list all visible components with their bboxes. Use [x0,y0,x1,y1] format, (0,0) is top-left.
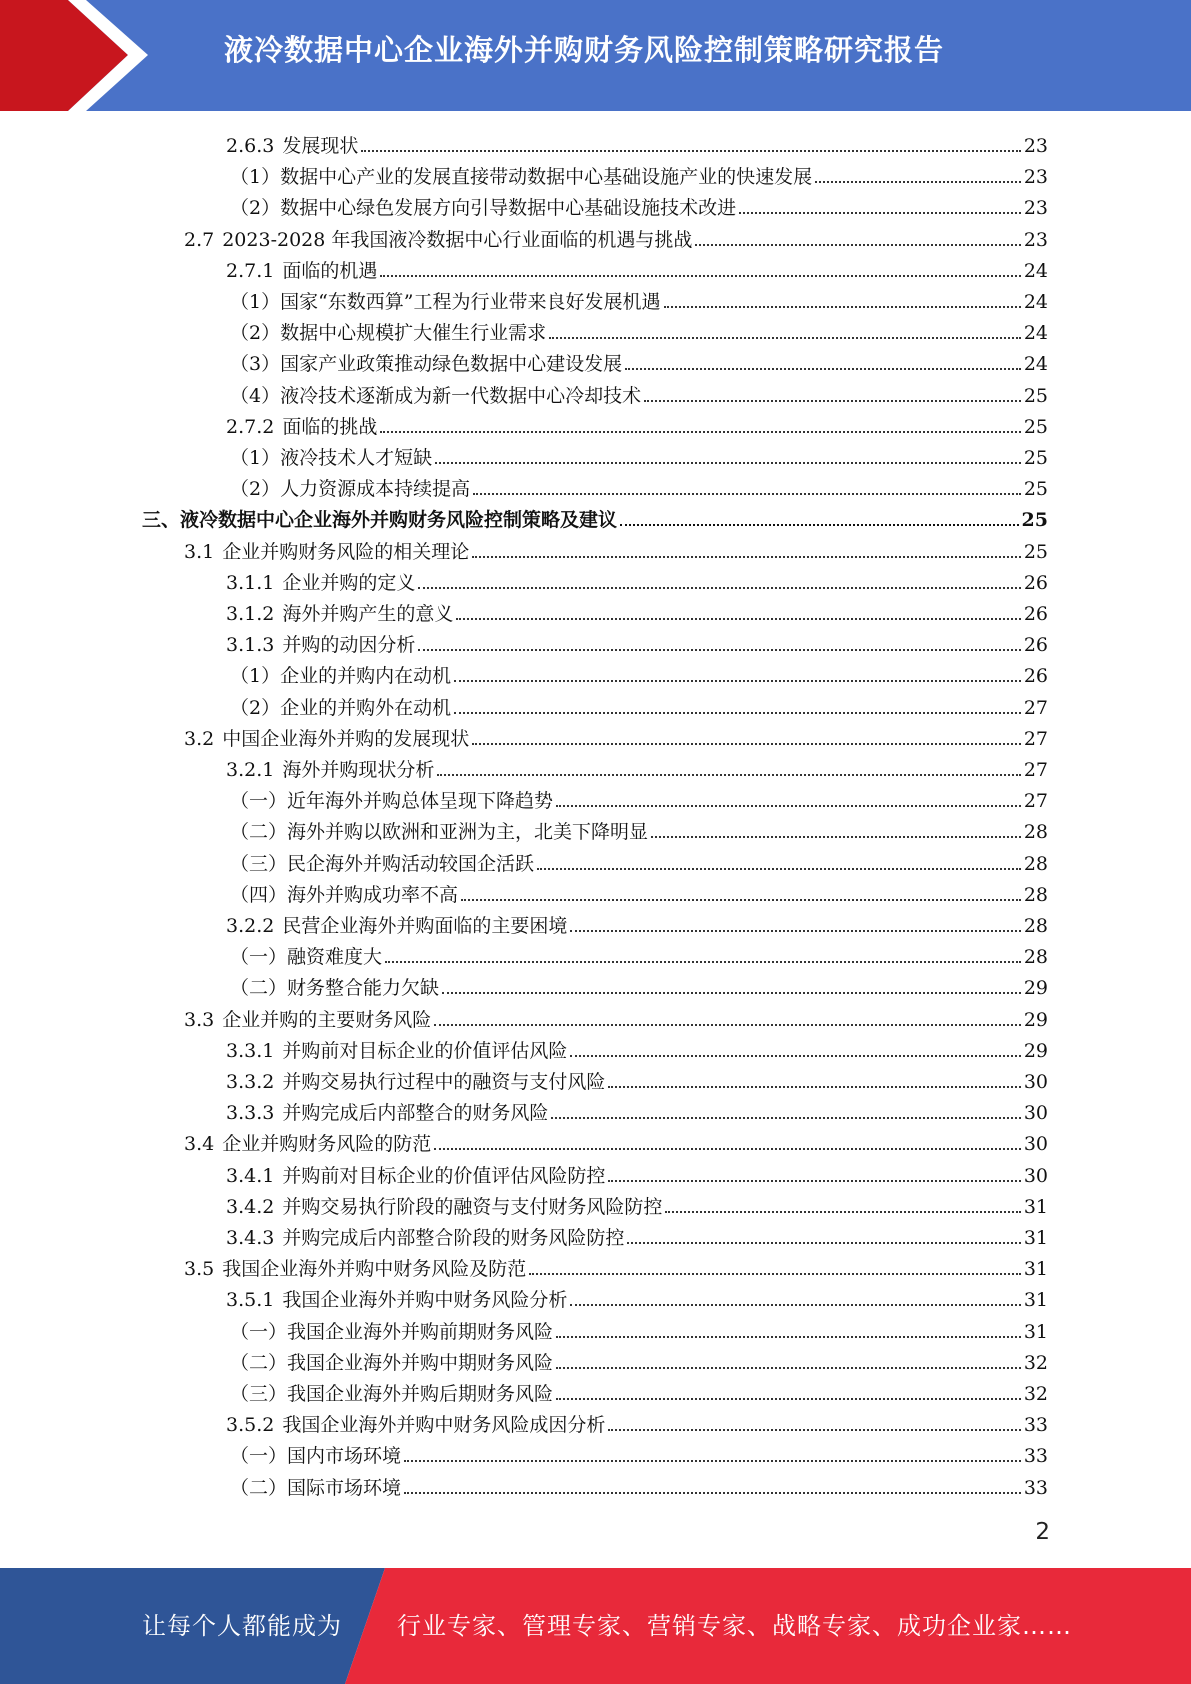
footer-slogan-left: 让每个人都能成为 [142,1612,342,1640]
toc-dot-leader [437,774,1020,776]
toc-entry[interactable] [184,221,1048,252]
toc-entry-page: 33 [1023,1476,1048,1499]
toc-dot-leader [537,868,1021,870]
toc-entry-label: 2023-2028 年我国液冷数据中心行业面临的机遇与挑战 [222,228,693,251]
toc-entry-page: 31 [1023,1320,1048,1343]
toc-entry-label: 人力资源成本持续提高 [280,478,471,501]
toc-entry-page: 30 [1023,1102,1048,1125]
toc-entry-label: 数据中心产业的发展直接带动数据中心基础设施产业的快速发展 [280,166,813,189]
toc-entry-label: 并购的动因分析 [282,634,416,657]
toc-dot-leader [454,680,1021,682]
toc-entry-page: 26 [1023,603,1048,625]
toc-dot-leader [551,1117,1020,1119]
toc-entry-page: 23 [1023,166,1048,189]
toc-dot-leader [608,1180,1020,1182]
toc-entry-label: 企业并购财务风险的防范 [222,1133,432,1156]
toc-entry[interactable] [230,439,1048,470]
toc-dot-leader [461,899,1021,901]
toc-entry-number: 3.4.1 [226,1164,275,1187]
toc-entry[interactable] [230,938,1048,969]
toc-entry[interactable] [230,1469,1048,1500]
toc-dot-leader [608,1429,1020,1431]
toc-entry-number: （1） [230,291,281,313]
toc-entry-number: （2） [230,478,281,501]
toc-entry[interactable] [230,657,1048,688]
toc-entry[interactable] [184,1125,1048,1156]
toc-entry-page: 23 [1023,228,1048,251]
footer-slogan-right: 行业专家、管理专家、营销专家、战略专家、成功企业家…… [397,1612,1072,1640]
toc-entry[interactable] [230,689,1048,720]
toc-entry-number: 3.1.2 [226,603,275,625]
toc-entry-page: 30 [1023,1164,1048,1187]
toc-entry-label: 中国企业海外并购的发展现状 [222,727,470,750]
toc-dot-leader [627,1242,1020,1244]
toc-entry-page: 31 [1023,1227,1048,1249]
toc-entry-number: （1） [230,665,281,688]
toc-entry-page: 24 [1023,259,1048,282]
toc-entry-page: 32 [1023,1383,1048,1405]
toc-entry-page: 27 [1023,759,1048,781]
toc-dot-leader [651,836,1021,838]
toc-entry-label: 民营企业海外并购面临的主要困境 [282,915,568,937]
toc-entry-label: 液冷技术逐渐成为新一代数据中心冷却技术 [280,384,642,407]
toc-entry[interactable] [226,1406,1048,1437]
toc-entry-number: （三） [230,852,288,875]
toc-entry-number: （四） [230,883,288,906]
toc-dot-leader [556,1336,1021,1338]
toc-entry-label: 并购完成后内部整合的财务风险 [282,1102,549,1125]
toc-entry-page: 23 [1023,197,1048,220]
toc-entry-label: 我国企业海外并购中期财务风险 [287,1351,554,1374]
toc-entry-label: 并购前对目标企业的价值评估风险防控 [282,1164,606,1187]
toc-entry[interactable] [230,876,1048,907]
toc-entry[interactable] [230,283,1048,314]
toc-entry-page: 30 [1023,1133,1048,1156]
toc-entry-number: 3.2.1 [226,759,275,781]
toc-dot-leader [404,1492,1021,1494]
toc-entry[interactable] [230,1437,1048,1468]
toc-entry-page: 29 [1023,1039,1048,1062]
toc-entry[interactable] [226,1032,1048,1063]
toc-entry-page: 28 [1023,852,1048,875]
toc-entry-number: （3） [230,353,281,376]
toc-entry-label: 国际市场环境 [287,1476,402,1499]
toc-dot-leader [435,462,1021,464]
toc-dot-leader [434,1148,1021,1150]
toc-dot-leader [472,743,1021,745]
toc-entry-label: 企业的并购外在动机 [280,696,452,719]
toc-entry-number: 3.1.3 [226,634,275,657]
toc-entry-label: 国家产业政策推动绿色数据中心建设发展 [280,353,623,376]
toc-dot-leader [665,1211,1020,1213]
toc-entry-label: 我国企业海外并购中财务风险成因分析 [282,1414,606,1437]
toc-dot-leader [434,1024,1021,1026]
toc-dot-leader [549,337,1021,339]
toc-entry-page: 25 [1021,509,1048,532]
toc-dot-leader [529,1273,1021,1275]
toc-entry-number: （一） [230,1320,288,1343]
toc-entry-page: 23 [1023,135,1048,157]
toc-dot-leader [556,805,1021,807]
toc-entry-page: 31 [1023,1289,1048,1312]
toc-entry-label: 并购交易执行阶段的融资与支付财务风险防控 [282,1195,663,1218]
toc-entry[interactable] [226,595,1048,626]
toc-entry-number: （二） [230,977,288,1000]
toc-entry-page: 27 [1023,790,1048,813]
toc-entry-label: 数据中心绿色发展方向引导数据中心基础设施技术改进 [280,197,737,220]
toc-dot-leader [570,930,1020,932]
toc-entry-page: 31 [1023,1258,1048,1281]
toc-entry-label: 并购完成后内部整合阶段的财务风险防控 [282,1227,625,1249]
toc-entry-page: 25 [1023,415,1048,438]
toc-entry-number: （三） [230,1383,288,1405]
toc-entry-number: 3.2 [184,727,215,750]
toc-entry-page: 25 [1023,447,1048,469]
toc-entry-number: （1） [230,166,281,189]
toc-entry-page: 28 [1023,915,1048,937]
toc-entry-page: 25 [1023,384,1048,407]
toc-entry[interactable] [142,501,1048,532]
toc-dot-leader [454,712,1021,714]
toc-entry-number: （2） [230,197,281,220]
toc-dot-leader [456,618,1020,620]
toc-dot-leader [380,431,1020,433]
toc-entry-number: 3.3 [184,1008,215,1031]
toc-entry-page: 28 [1023,821,1048,844]
toc-entry[interactable] [230,1313,1048,1344]
toc-entry-label: 海外并购成功率不高 [287,883,459,906]
toc-entry[interactable] [226,1219,1048,1250]
toc-entry-number: （1） [230,447,281,469]
toc-entry-page: 26 [1023,634,1048,657]
toc-entry-page: 30 [1023,1071,1048,1093]
toc-entry-number: （一） [230,790,288,813]
toc-entry[interactable] [226,564,1048,595]
toc-entry[interactable] [226,127,1048,158]
toc-entry[interactable] [184,720,1048,751]
toc-entry-number: （2） [230,696,281,719]
toc-entry[interactable] [230,314,1048,345]
toc-entry-label: 企业并购的主要财务风险 [222,1008,432,1031]
toc-entry-label: 三、液冷数据中心企业海外并购财务风险控制策略及建议 [142,509,618,532]
toc-entry[interactable] [226,252,1048,283]
toc-entry-number: 3.5.1 [226,1289,275,1312]
toc-entry[interactable] [184,533,1048,564]
toc-dot-leader [608,1086,1020,1088]
toc-entry-label: 我国企业海外并购中财务风险及防范 [222,1258,527,1281]
toc-entry-label: 国家“东数西算”工程为行业带来良好发展机遇 [280,291,661,313]
toc-dot-leader [418,649,1020,651]
toc-entry-label: 财务整合能力欠缺 [287,977,440,1000]
toc-entry-number: 3.2.2 [226,915,275,937]
toc-entry[interactable] [226,1281,1048,1312]
toc-entry-label: 发展现状 [282,135,359,157]
toc-entry[interactable] [184,1001,1048,1032]
toc-entry-page: 27 [1023,696,1048,719]
toc-entry[interactable] [226,907,1048,938]
toc-entry-page: 24 [1023,291,1048,313]
toc-dot-leader [695,244,1020,246]
toc-entry-label: 我国企业海外并购后期财务风险 [287,1383,554,1405]
toc-entry[interactable] [226,751,1048,782]
toc-entry-label: 我国企业海外并购中财务风险分析 [282,1289,568,1312]
toc-entry-number: 3.3.2 [226,1071,275,1093]
toc-entry[interactable] [226,408,1048,439]
toc-dot-leader [739,212,1021,214]
toc-dot-leader [620,524,1019,526]
toc-dot-leader [472,556,1021,558]
page-header [0,0,1191,111]
toc-dot-leader [644,400,1021,402]
toc-dot-leader [625,368,1021,370]
toc-entry-label: 近年海外并购总体呈现下降趋势 [287,790,554,813]
toc-entry-page: 33 [1023,1445,1048,1468]
toc-entry[interactable] [230,845,1048,876]
toc-dot-leader [570,1304,1020,1306]
toc-dot-leader [556,1398,1021,1400]
toc-entry-label: 液冷技术人才短缺 [280,447,433,469]
toc-entry-number: （二） [230,1351,288,1374]
toc-entry[interactable] [230,1375,1048,1406]
toc-entry-page: 25 [1023,478,1048,501]
toc-entry-number: （二） [230,1476,288,1499]
toc-entry-label: 融资难度大 [287,946,383,969]
toc-entry-label: 面临的挑战 [282,415,378,438]
toc-entry-label: 数据中心规模扩大催生行业需求 [280,322,547,345]
toc-entry-number: 2.7 [184,228,215,251]
toc-entry-number: 3.3.1 [226,1039,275,1062]
toc-entry-page: 26 [1023,571,1048,594]
toc-entry-label: 并购交易执行过程中的融资与支付风险 [282,1071,606,1093]
toc-entry-label: 国内市场环境 [287,1445,402,1468]
toc-entry-page: 24 [1023,353,1048,376]
toc-entry[interactable] [226,1094,1048,1125]
toc-entry-number: （2） [230,322,281,345]
toc-dot-leader [418,587,1020,589]
toc-entry-number: 2.6.3 [226,135,275,157]
toc-entry-label: 企业并购财务风险的相关理论 [222,540,470,563]
toc-entry[interactable] [226,1157,1048,1188]
toc-entry-page: 28 [1023,883,1048,906]
report-title: 液冷数据中心企业海外并购财务风险控制策略研究报告 [224,33,945,67]
toc-entry[interactable] [230,377,1048,408]
page-footer [0,1568,1191,1684]
toc-entry-label: 企业的并购内在动机 [280,665,452,688]
toc-entry[interactable] [230,1344,1048,1375]
toc-entry[interactable] [226,1188,1048,1219]
toc-entry-page: 31 [1023,1195,1048,1218]
toc-entry-page: 32 [1023,1351,1048,1374]
toc-entry[interactable] [230,782,1048,813]
toc-entry-number: 3.5 [184,1258,215,1281]
toc-entry-page: 33 [1023,1414,1048,1437]
toc-dot-leader [473,493,1021,495]
toc-entry[interactable] [184,1250,1048,1281]
toc-entry-number: 2.7.2 [226,415,275,438]
toc-entry-number: （一） [230,946,288,969]
toc-entry-number: 3.5.2 [226,1414,275,1437]
toc-entry-label: 海外并购产生的意义 [282,603,454,625]
toc-dot-leader [556,1367,1021,1369]
toc-entry-number: 3.4.2 [226,1195,275,1218]
toc-entry-page: 29 [1023,977,1048,1000]
toc-entry-label: 面临的机遇 [282,259,378,282]
toc-entry[interactable] [230,345,1048,376]
toc-entry-number: 3.4 [184,1133,215,1156]
toc-entry[interactable] [230,470,1048,501]
toc-entry-label: 我国企业海外并购前期财务风险 [287,1320,554,1343]
toc-dot-leader [442,992,1021,994]
toc-entry[interactable] [230,969,1048,1000]
toc-entry-number: （一） [230,1445,288,1468]
toc-entry-number: （4） [230,384,281,407]
toc-entry-number: 3.1.1 [226,571,275,594]
toc-dot-leader [815,181,1021,183]
toc-entry-page: 25 [1023,540,1048,563]
toc-entry-label: 企业并购的定义 [282,571,416,594]
toc-dot-leader [664,306,1021,308]
toc-entry[interactable] [230,189,1048,220]
toc-entry[interactable] [226,1063,1048,1094]
toc-dot-leader [385,961,1021,963]
toc-entry[interactable] [230,813,1048,844]
toc-entry-page: 28 [1023,946,1048,969]
toc-entry-number: （二） [230,821,288,844]
toc-entry-page: 29 [1023,1008,1048,1031]
toc-entry-number: 2.7.1 [226,259,275,282]
toc-dot-leader [380,275,1020,277]
toc-entry-label: 民企海外并购活动较国企活跃 [287,852,535,875]
toc-entry[interactable] [230,158,1048,189]
toc-entry-page: 24 [1023,322,1048,345]
toc-dot-leader [361,150,1020,152]
toc-entry-number: 3.1 [184,540,215,563]
toc-entry-label: 海外并购现状分析 [282,759,435,781]
toc-entry-number: 3.3.3 [226,1102,275,1125]
toc-entry-page: 26 [1023,665,1048,688]
toc-dot-leader [570,1055,1020,1057]
toc-dot-leader [404,1460,1021,1462]
toc-entry-number: 3.4.3 [226,1227,275,1249]
toc-entry-label: 并购前对目标企业的价值评估风险 [282,1039,568,1062]
toc-entry-page: 27 [1023,727,1048,750]
toc-entry[interactable] [226,626,1048,657]
toc-entry-label: 海外并购以欧洲和亚洲为主，北美下降明显 [287,821,649,844]
page-number: 2 [1035,1519,1050,1545]
